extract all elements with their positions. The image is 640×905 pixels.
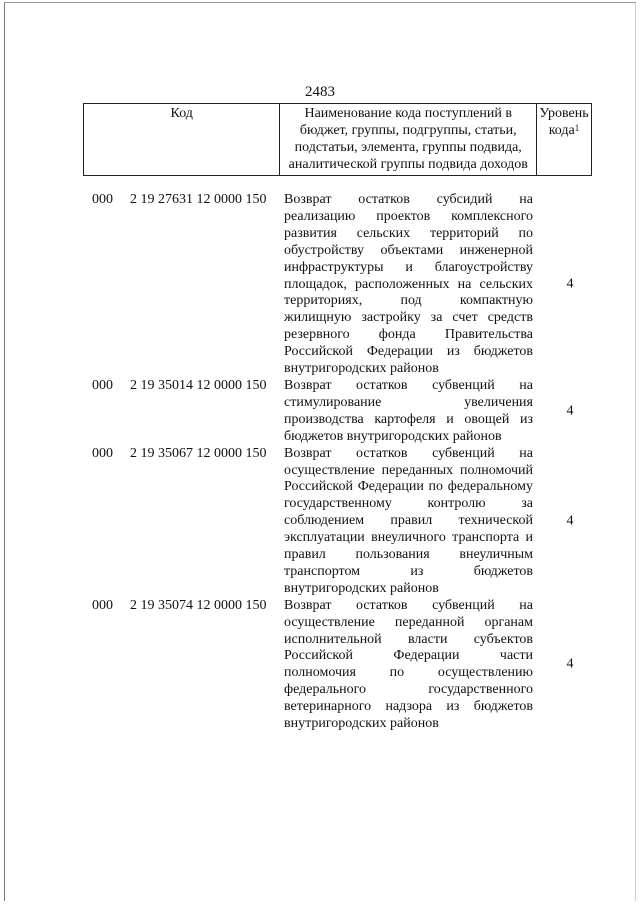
table-row xyxy=(0,446,640,598)
row-prefix: 000 xyxy=(92,377,113,393)
header-code: Код xyxy=(84,104,280,176)
row-prefix: 000 xyxy=(92,445,113,461)
row-code: 2 19 35014 12 0000 150 xyxy=(130,377,267,393)
row-code: 2 19 27631 12 0000 150 xyxy=(130,192,267,207)
footnote-marker: 1 xyxy=(574,123,580,133)
row-name: Возврат остатков субвенций на стимулирование увеличения производства картофеля и овощей из бюджетов внутригородских районов xyxy=(284,377,533,444)
row-prefix: 000 xyxy=(92,192,113,207)
row-level: 4 xyxy=(566,656,574,672)
row-name: Возврат остатков субвенций на осуществление переданной органам исполнительной власти субъектов Российской Федерации части полномочия по осуществлению федерального государственного ветеринарного надзора из бюджетов внутригородских районов xyxy=(284,597,533,732)
row-level: 4 xyxy=(566,276,574,292)
row-level: 4 xyxy=(566,403,574,419)
row-code: 2 19 35074 12 0000 150 xyxy=(130,597,267,613)
row-level: 4 xyxy=(566,513,574,529)
table-row xyxy=(0,598,640,733)
header-level-label: Уровень кода xyxy=(539,106,589,138)
table-row xyxy=(0,192,640,378)
row-name: Возврат остатков субвенций на осуществление переданных полномочий Российской Федерации по федеральному государственному контролю за соблюдением правил технической эксплуатации внеуличного транспорта и правил пользования внеуличным транспортом из бюджетов внутригородских районов xyxy=(284,445,533,596)
page-number: 2483 xyxy=(305,84,335,100)
header-name: Наименование кода поступлений в бюджет, группы, подгруппы, статьи, подстатьи, элемента, группы подвида, аналитической группы подвида доходов xyxy=(280,104,537,176)
row-prefix: 000 xyxy=(92,597,113,613)
header-table xyxy=(83,103,592,176)
row-name: Возврат остатков субсидий на реализацию проектов комплексного развития сельских территорий по обустройству объектами инженерной инфраструктуры и благоустройству площадок, расположенных на сельских территориях, под компактную жилищную застройку за счет средств резервного фонда Правительства Российской Федерации из бюджетов внутригородских районов xyxy=(284,192,533,377)
header-level xyxy=(536,104,591,176)
table-row xyxy=(0,378,640,446)
row-code: 2 19 35067 12 0000 150 xyxy=(130,445,267,461)
income-codes-list xyxy=(0,192,640,733)
header-row xyxy=(84,104,592,176)
